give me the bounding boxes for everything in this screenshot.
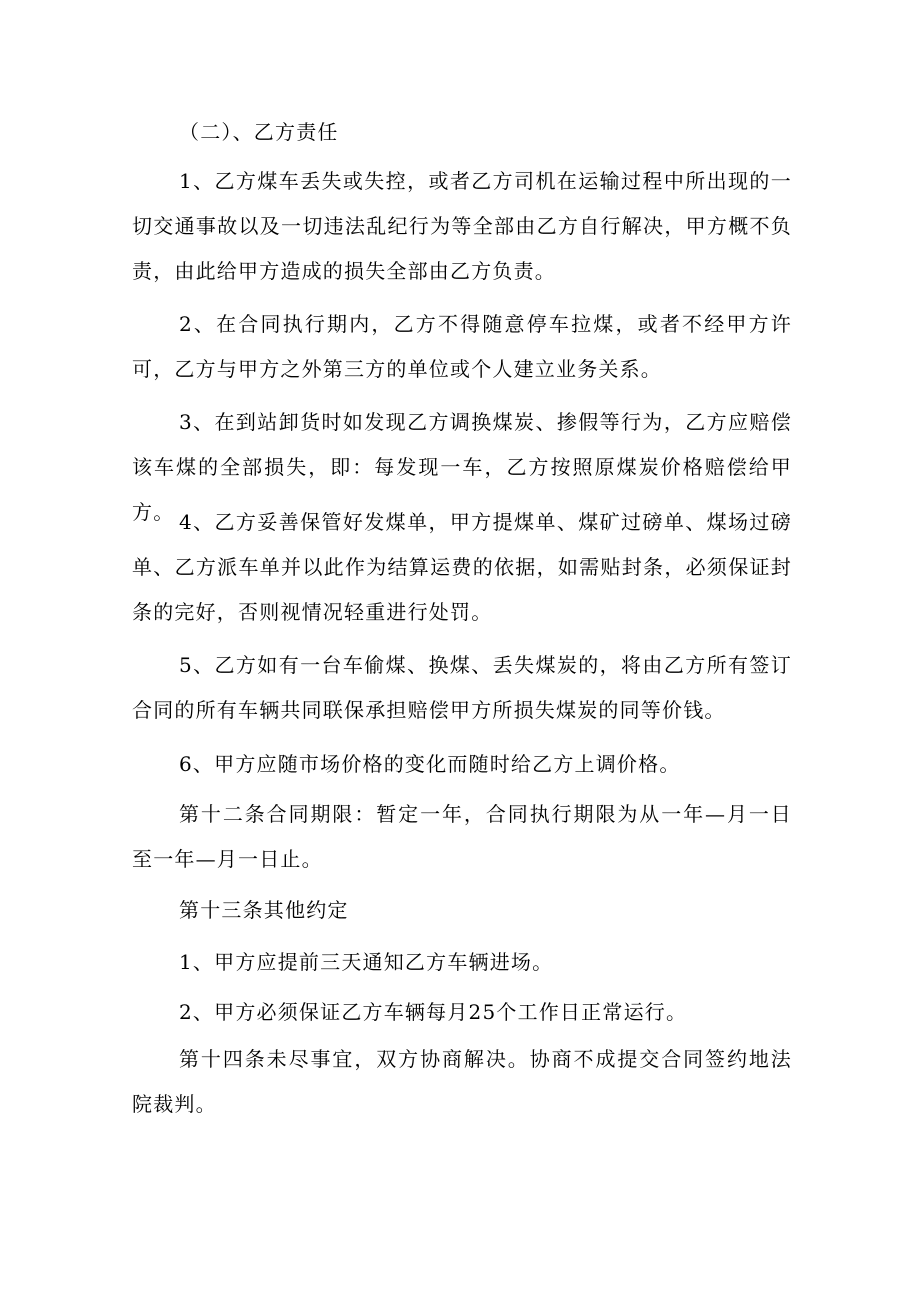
clause-4-documents: 4、乙方妥善保管好发煤单，甲方提煤单、煤矿过磅单、煤场过磅单、乙方派车单并以此作为结算运费的依据，如需贴封条，必须保证封条的完好，否则视情况轻重进行处罚。 (132, 510, 792, 624)
clause-2-no-stopping: 2、在合同执行期内，乙方不得随意停车拉煤，或者不经甲方许可，乙方与甲方之外第三方的单位或个人建立业务关系。 (132, 312, 792, 381)
article-13-heading: 第十三条其他约定 (179, 898, 349, 922)
clause-3-coal-substitution: 3、在到站卸货时如发现乙方调换煤炭、掺假等行为，乙方应赔偿该车煤的全部损失，即：每发现一车，乙方按照原煤炭价格赔偿给甲方。 (132, 410, 792, 524)
article-14-disputes: 第十四条未尽事宜，双方协商解决。协商不成提交合同签约地法院裁判。 (132, 1047, 792, 1116)
section-heading-party-b-duties: （二）、乙方责任 (179, 120, 339, 144)
clause-5-joint-liability: 5、乙方如有一台车偷煤、换煤、丢失煤炭的，将由乙方所有签订合同的所有车辆共同联保承担赔偿甲方所损失煤炭的同等价钱。 (132, 653, 792, 722)
article-13-item-2: 2、甲方必须保证乙方车辆每月25个工作日正常运行。 (179, 1000, 688, 1024)
clause-6-price-adjustment: 6、甲方应随市场价格的变化而随时给乙方上调价格。 (179, 752, 681, 776)
article-12-contract-term: 第十二条合同期限：暂定一年，合同执行期限为从一年—月一日至一年—月一日止。 (132, 802, 792, 871)
article-13-item-1: 1、甲方应提前三天通知乙方车辆进场。 (179, 950, 554, 974)
clause-1-vehicle-loss: 1、乙方煤车丢失或失控，或者乙方司机在运输过程中所出现的一切交通事故以及一切违法乱纪行为等全部由乙方自行解决，甲方概不负责，由此给甲方造成的损失全部由乙方负责。 (132, 169, 792, 283)
